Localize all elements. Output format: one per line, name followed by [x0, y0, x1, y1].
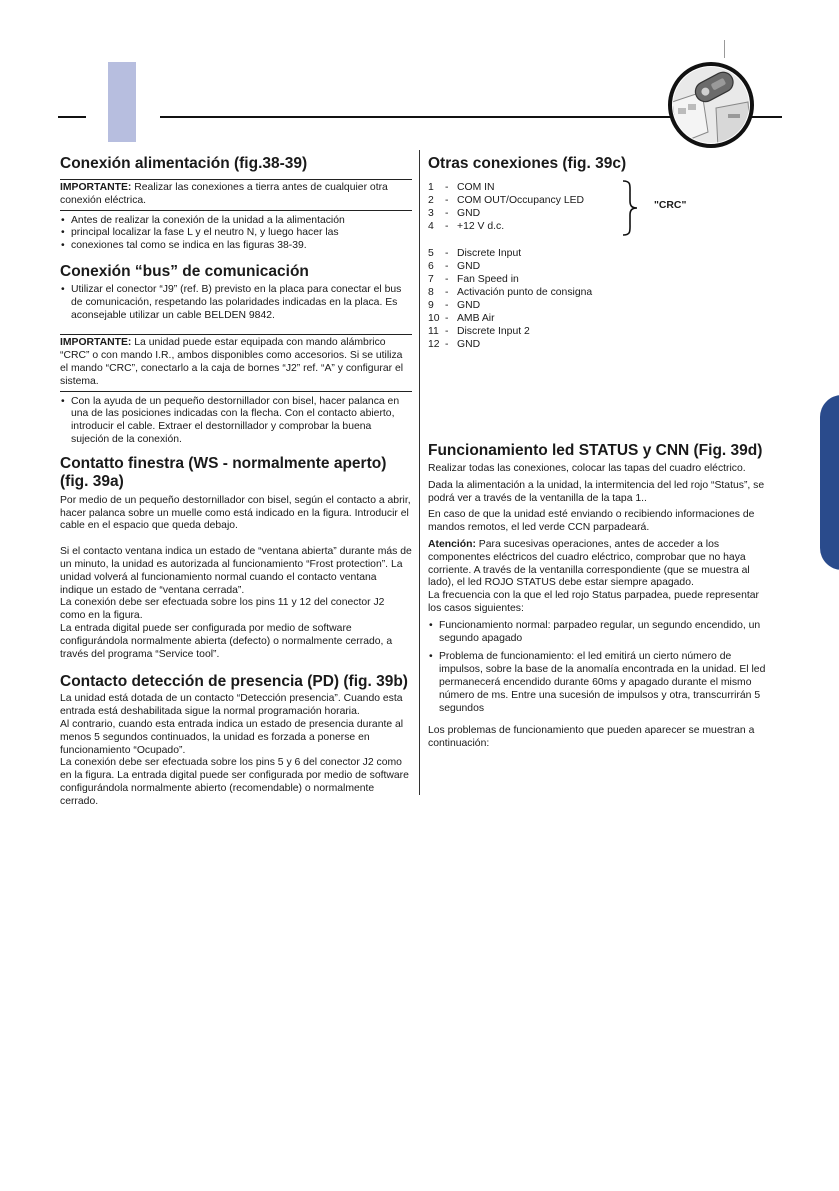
curly-brace-icon — [620, 179, 640, 237]
paragraph: La conexión debe ser efectuada sobre los pins 11 y 12 del conector J2 como en la figura. — [60, 597, 385, 622]
section-title-presence: Contacto detección de presencia (PD) (fig. 39b) — [60, 673, 408, 691]
list-item: 6 - GND — [428, 261, 481, 272]
important-note-power — [60, 179, 412, 211]
paragraph: Dada la alimentación a la unidad, la intermitencia del led rojo “Status”, se podrá ver a través de la ventanilla de la tapa 1.. — [428, 479, 765, 504]
list-item: 9 - GND — [428, 300, 481, 311]
attention-label: Atención: — [428, 538, 476, 550]
header-rule-left — [58, 116, 86, 118]
list-item: 2 - COM OUT/Occupancy LED — [428, 195, 585, 206]
paragraph: La unidad está dotada de un contacto “Detección presencia”. Cuando esta entrada está deshabilitada sigue la normal programación horaria. — [60, 693, 403, 718]
column-divider — [419, 150, 420, 795]
paragraph: Si el contacto ventana indica un estado de “ventana abierta” durante más de un minuto, la unidad es autorizada al funcionamiento “Frost protection”. La unidad volverá al funcionamiento normal cuando el contacto ventana indique un estado de “ventana cerrada”. — [60, 546, 412, 596]
list-item: • Funcionamiento normal: parpadeo regular, un segundo encendido, un segundo apagado — [428, 620, 772, 646]
list-item: • Antes de realizar la conexión de la unidad a la alimentación — [60, 215, 412, 228]
list-item: 11 - Discrete Input 2 — [428, 326, 530, 337]
header-badge — [108, 62, 136, 142]
crc-label: "CRC" — [654, 200, 687, 211]
section-title-window-contact: Contatto finestra (WS - normalmente aperto) (fig. 39a) — [60, 454, 387, 490]
bus-connector-instruction: • Utilizar el conector “J9” (ref. B) previsto en la placa para conectar el bus de comunicación, respetando las polaridades indicadas en la placa. Es aconsejable utilizar un cable BELDEN 9842. — [60, 284, 412, 322]
header-tick — [724, 40, 725, 58]
attention-note: Atención: Para sucesivas operaciones, antes de acceder a los componentes eléctricos del cuadro eléctrico, comprobar que no haya corriente. A través de la ventanilla correspondiente (que se muestra al lado), el led ROJO STATUS debe estar siempre apagado. — [428, 538, 750, 589]
right-column — [428, 150, 772, 751]
section-title-bus: Conexión “bus” de comunicación — [60, 262, 309, 280]
list-item: 5 - Discrete Input — [428, 248, 522, 259]
important-text: Realizar las conexiones a tierra antes de cualquier otra conexión eléctrica. — [60, 182, 388, 206]
paragraph: La conexión debe ser efectuada sobre los pins 5 y 6 del conector J2 como en la figura. La entrada digital puede ser configurada por medio de software configurándola normalmente abierto (recomendable) o normalmente cerrado. — [60, 757, 409, 807]
header-rule-main — [160, 116, 670, 118]
paragraph: La entrada digital puede ser configurada por medio de software configurándola normalmente abierta (defecto) o normalmente cerrado, a través del programa “Service tool”. — [60, 622, 393, 660]
left-column — [60, 150, 412, 808]
important-note-crc — [60, 334, 412, 391]
paragraph: La frecuencia con la que el led rojo Status parpadea, puede representar los casos siguientes: — [428, 590, 759, 614]
paragraph: Por medio de un pequeño destornillador con bisel, según el contacto a abrir, hacer palanca sobre un muelle como está indicado en la figura. Introducir el cable en el espacio que queda debajo. — [60, 494, 411, 532]
paragraph: Al contrario, cuando esta entrada indica un estado de presencia durante al menos 5 segundos continuados, la unidad es forzada a ponerse en funcionamiento “Ocupado”. — [60, 718, 404, 756]
header-rule-right — [752, 116, 782, 118]
screwdriver-instruction: • Con la ayuda de un pequeño destornillador con bisel, hacer palanca en una de las posiciones indicadas con la flecha. Con el contacto abierto, introducir el cable. Extraer el destornillador y comprobar la buena sujeción de la conexión. — [60, 396, 412, 447]
section-title-power: Conexión alimentación (fig.38-39) — [60, 155, 308, 172]
paragraph: En caso de que la unidad esté enviando o recibiendo informaciones de mandos remotos, el led verde CCN parpadeará. — [428, 509, 755, 534]
section-title-other-connections: Otras conexiones (fig. 39c) — [428, 155, 627, 172]
list-item: • principal localizar la fase L y el neutro N, y luego hacer las — [60, 227, 412, 240]
list-item: 12 - GND — [428, 339, 481, 350]
connections-group-crc — [428, 181, 772, 233]
list-item: • conexiones tal como se indica en las figuras 38-39. — [60, 240, 412, 253]
list-item: 10 - AMB Air — [428, 313, 495, 324]
paragraph: Los problemas de funcionamiento que pueden aparecer se muestran a continuación: — [428, 725, 755, 750]
important-label: IMPORTANTE: — [60, 337, 132, 349]
side-tab-marker — [820, 395, 839, 570]
list-item: 8 - Activación punto de consigna — [428, 287, 593, 298]
list-item: 3 - GND — [428, 208, 481, 219]
list-item: 7 - Fan Speed in — [428, 274, 519, 285]
important-label: IMPORTANTE: — [60, 182, 132, 193]
power-steps — [60, 215, 412, 253]
paragraph: Realizar todas las conexiones, colocar las tapas del cuadro eléctrico. — [428, 463, 746, 474]
important-text: La unidad puede estar equipada con mando alámbrico “CRC” o con mando I.R., ambos disponibles como accesorios. Si se utiliza el mando “CRC”, conectarlo a la caja de bornes “J2” ref. “A” y configurar el sistema. — [60, 337, 404, 387]
list-item: 4 - +12 V d.c. — [428, 221, 505, 232]
connections-group-inputs — [428, 247, 772, 351]
section-title-led-status: Funcionamiento led STATUS y CNN (Fig. 39d) — [428, 442, 763, 459]
list-item: 1 - COM IN — [428, 182, 495, 193]
remote-control-photo-icon — [668, 62, 754, 148]
list-item: • Problema de funcionamiento: el led emitirá un cierto número de impulsos, sobre la base de la anomalía encontrada en la unidad. El led permanecerá encendido durante 60ms y apagado durante el mismo número de ms. Entre una sucesión de impulsos y otra, transcurrirán 5 segundos — [428, 651, 772, 715]
